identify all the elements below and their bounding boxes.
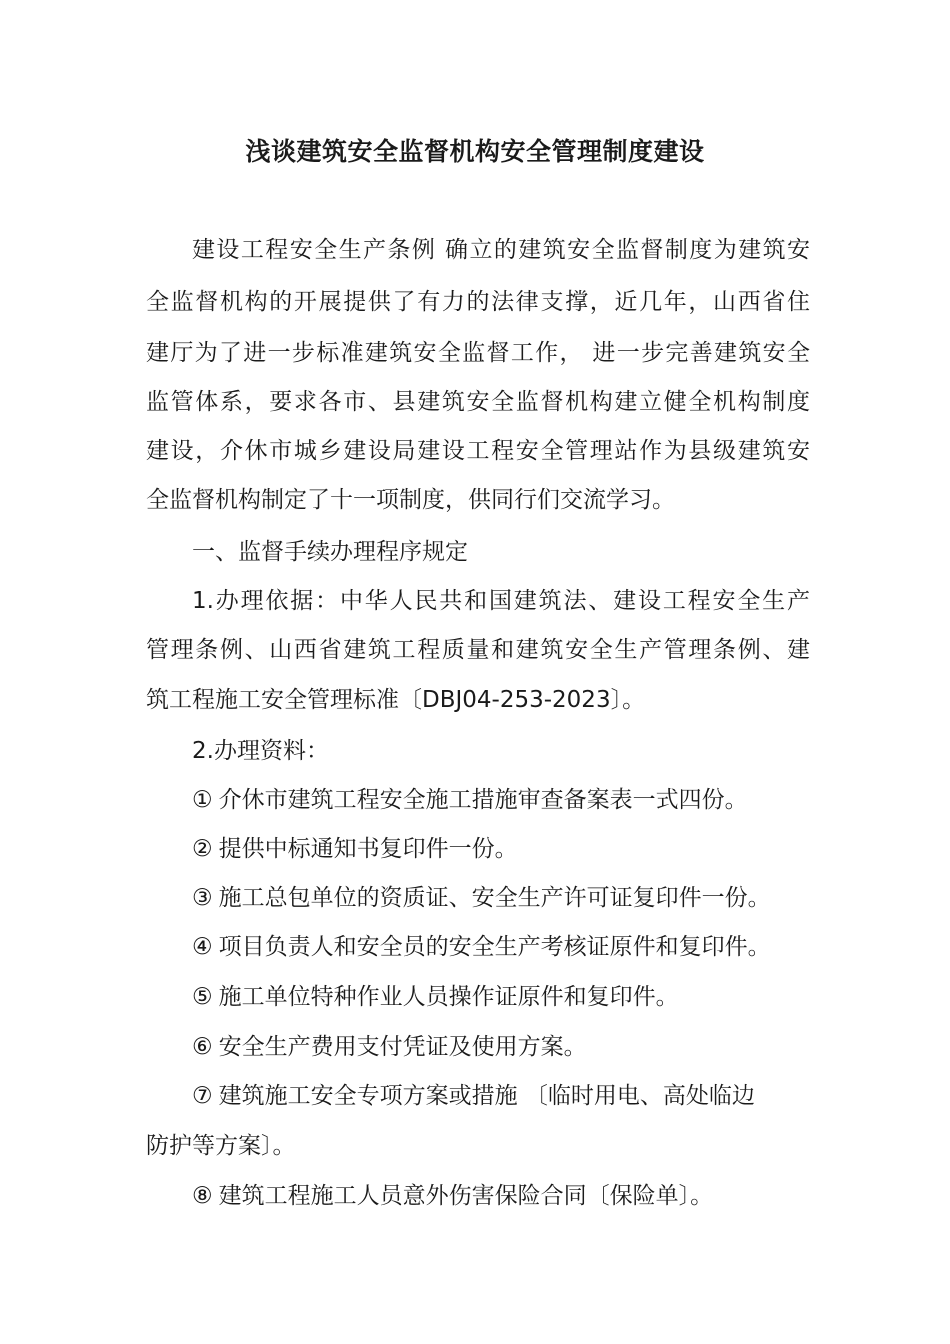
item-marker: ① [192, 787, 213, 813]
item-marker: ③ [192, 885, 213, 911]
basis-line: 管理条例、山西省建筑工程质量和建筑安全生产管理条例、建 [146, 637, 810, 663]
material-item [192, 831, 810, 867]
basis-line: 筑工程施工安全管理标准〔DBJ04-253-2023〕。 [146, 687, 646, 713]
item-text: 建筑工程施工人员意外伤害保险合同〔保险单〕。 [218, 1183, 714, 1209]
intro-line: 全监督机构制定了十一项制度，供同行们交流学习。 [146, 487, 675, 513]
item-text: 提供中标通知书复印件一份。 [218, 836, 518, 862]
material-item [192, 880, 810, 916]
intro-line: 全监督机构的开展提供了有力的法律支撑，近几年，山西省住 [146, 289, 810, 315]
document-title: 浅谈建筑安全监督机构安全管理制度建设 [245, 137, 705, 166]
item-text: 介休市建筑工程安全施工措施审查备案表一式四份。 [218, 787, 748, 813]
basis-line: 1.办理依据：中华人民共和国建筑法、建设工程安全生产 [192, 588, 810, 614]
material-item [192, 1029, 810, 1065]
item-marker: ⑤ [192, 984, 213, 1010]
item-text: 安全生产费用支付凭证及使用方案。 [218, 1034, 587, 1060]
materials-heading: 2.办理资料： [192, 738, 329, 764]
section-heading: 一、监督手续办理程序规定 [192, 539, 468, 565]
item-marker: ④ [192, 934, 213, 960]
item-text: 建筑施工安全专项方案或措施 〔临时用电、高处临边 [218, 1083, 755, 1109]
item-marker: ⑧ [192, 1183, 213, 1209]
material-item-continuation: 防护等方案〕。 [146, 1133, 296, 1159]
material-item [192, 1178, 810, 1214]
material-item [192, 929, 810, 965]
intro-line: 建设工程安全生产条例 确立的建筑安全监督制度为建筑安 [192, 237, 810, 263]
item-marker: ② [192, 836, 213, 862]
item-text: 项目负责人和安全员的安全生产考核证原件和复印件。 [218, 934, 771, 960]
intro-line: 建厅为了进一步标准建筑安全监督工作， 进一步完善建筑安全 [146, 340, 810, 366]
material-item [192, 1078, 810, 1114]
intro-line: 监管体系，要求各市、县建筑安全监督机构建立健全机构制度 [146, 389, 810, 415]
item-marker: ⑦ [192, 1083, 213, 1109]
item-text: 施工单位特种作业人员操作证原件和复印件。 [218, 984, 679, 1010]
intro-line: 建设，介休市城乡建设局建设工程安全管理站作为县级建筑安 [146, 438, 810, 464]
material-item [192, 782, 810, 818]
material-item [192, 979, 810, 1015]
item-text: 施工总包单位的资质证、安全生产许可证复印件一份。 [218, 885, 771, 911]
item-marker: ⑥ [192, 1034, 213, 1060]
